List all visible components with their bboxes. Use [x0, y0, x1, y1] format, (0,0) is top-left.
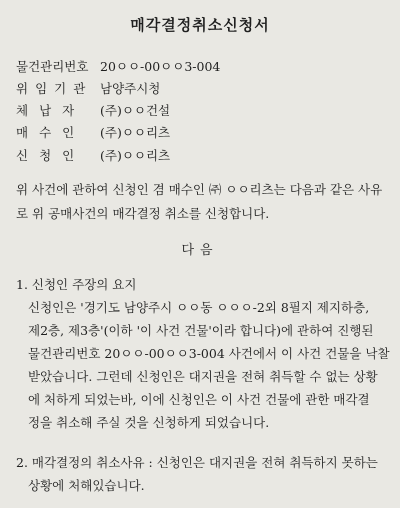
field-label: 위임기관 [16, 81, 93, 96]
section2-line: 상황에 처해있습니다. [28, 478, 145, 493]
field-label: 매수인 [16, 125, 86, 140]
field-value: 남양주시청 [100, 81, 161, 96]
field-delegating-agency [16, 79, 160, 99]
intro-line: 위 사건에 관하여 신청인 겸 매수인 ㈜ ㅇㅇ리츠는 다음과 같은 사유 [16, 182, 383, 197]
field-value: (주)ㅇㅇ리츠 [100, 125, 171, 140]
document-title: 매각결정취소신청서 [130, 16, 270, 34]
section1-line: 정을 취소해 주실 것을 신청하게 되었습니다. [28, 415, 270, 430]
field-case-number [16, 57, 220, 77]
section1-line: 제2층, 제3층'(이하 '이 사건 건물'이라 합니다)에 관하여 진행된 [28, 323, 374, 338]
field-label: 체납자 [16, 103, 86, 118]
field-value: (주)ㅇㅇ리츠 [100, 148, 171, 163]
intro-line: 로 위 공매사건의 매각결정 취소를 신청합니다. [16, 206, 270, 221]
field-label: 신청인 [16, 148, 86, 163]
section1-line: 물건관리번호 20ㅇㅇ-00ㅇㅇ3-004 사건에서 이 사건 건물을 낙찰 [28, 346, 390, 361]
section1-line: 에 처하게 되었는바, 이에 신청인은 이 사건 건물에 관한 매각결 [28, 392, 370, 407]
field-label: 물건관리번호 [16, 59, 89, 74]
section1-line: 받았습니다. 그런데 신청인은 대지권을 전혀 취득할 수 없는 상황 [28, 369, 378, 384]
field-value: (주)ㅇㅇ건설 [100, 103, 171, 118]
section1-title: 1. 신청인 주장의 요지 [16, 277, 137, 292]
section2-line: 2. 매각결정의 취소사유 : 신청인은 대지권을 전혀 취득하지 못하는 [16, 455, 378, 470]
field-delinquent [16, 101, 170, 121]
field-buyer [16, 123, 170, 143]
field-applicant [16, 146, 170, 166]
field-value: 20ㅇㅇ-00ㅇㅇ3-004 [100, 59, 221, 74]
section-heading: 다음 [181, 243, 219, 258]
section1-line: 신청인은 '경기도 남양주시 ㅇㅇ동 ㅇㅇㅇ-2외 8필지 제지하층, [28, 300, 370, 315]
